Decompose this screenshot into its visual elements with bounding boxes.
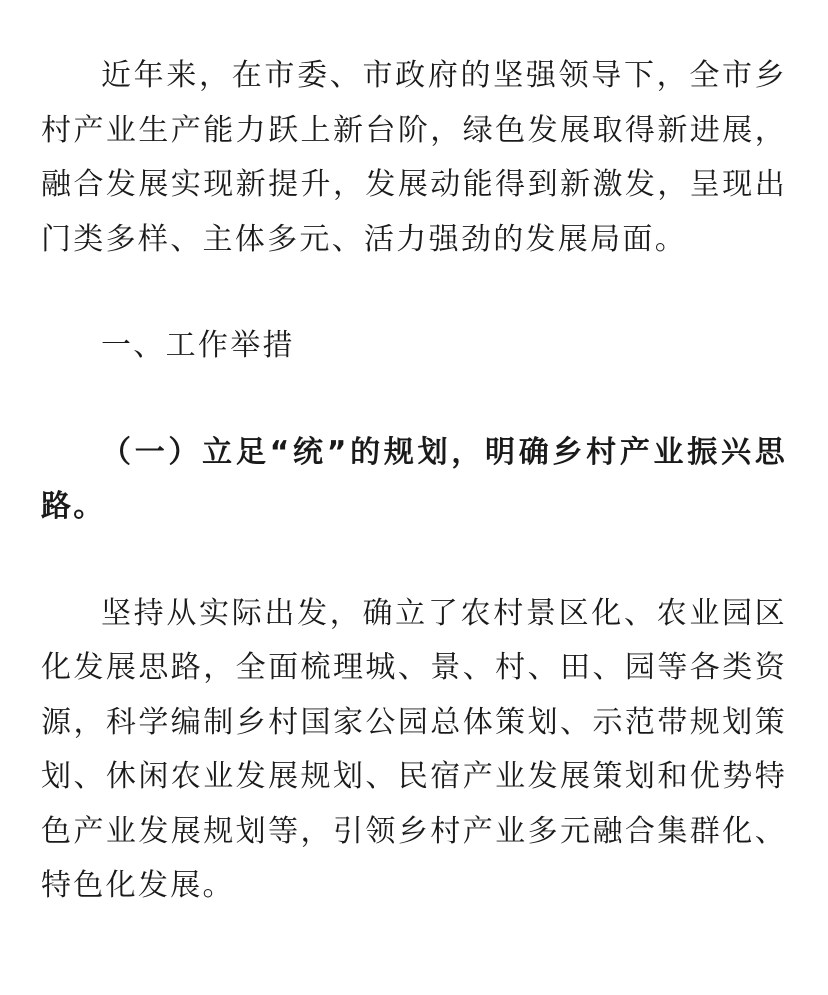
intro-paragraph: 近年来，在市委、市政府的坚强领导下，全市乡村产业生产能力跃上新台阶，绿色发展取得新进展，融合发展实现新提升，发展动能得到新激发，呈现出门类多样、主体多元、活力强劲的发展局面。 — [41, 58, 787, 257]
subsection-heading: （一）立足“统”的规划，明确乡村产业振兴思路。 — [41, 434, 787, 524]
section-heading: 一、工作举措 — [101, 328, 295, 363]
body-paragraph: 坚持从实际出发，确立了农村景区化、农业园区化发展思路，全面梳理城、景、村、田、园等各类资源，科学编制乡村国家公园总体策划、示范带规划策划、休闲农业发展规划、民宿产业发展策划和优势特色产业发展规划等，引领乡村产业多元融合集群化、特色化发展。 — [41, 595, 787, 903]
